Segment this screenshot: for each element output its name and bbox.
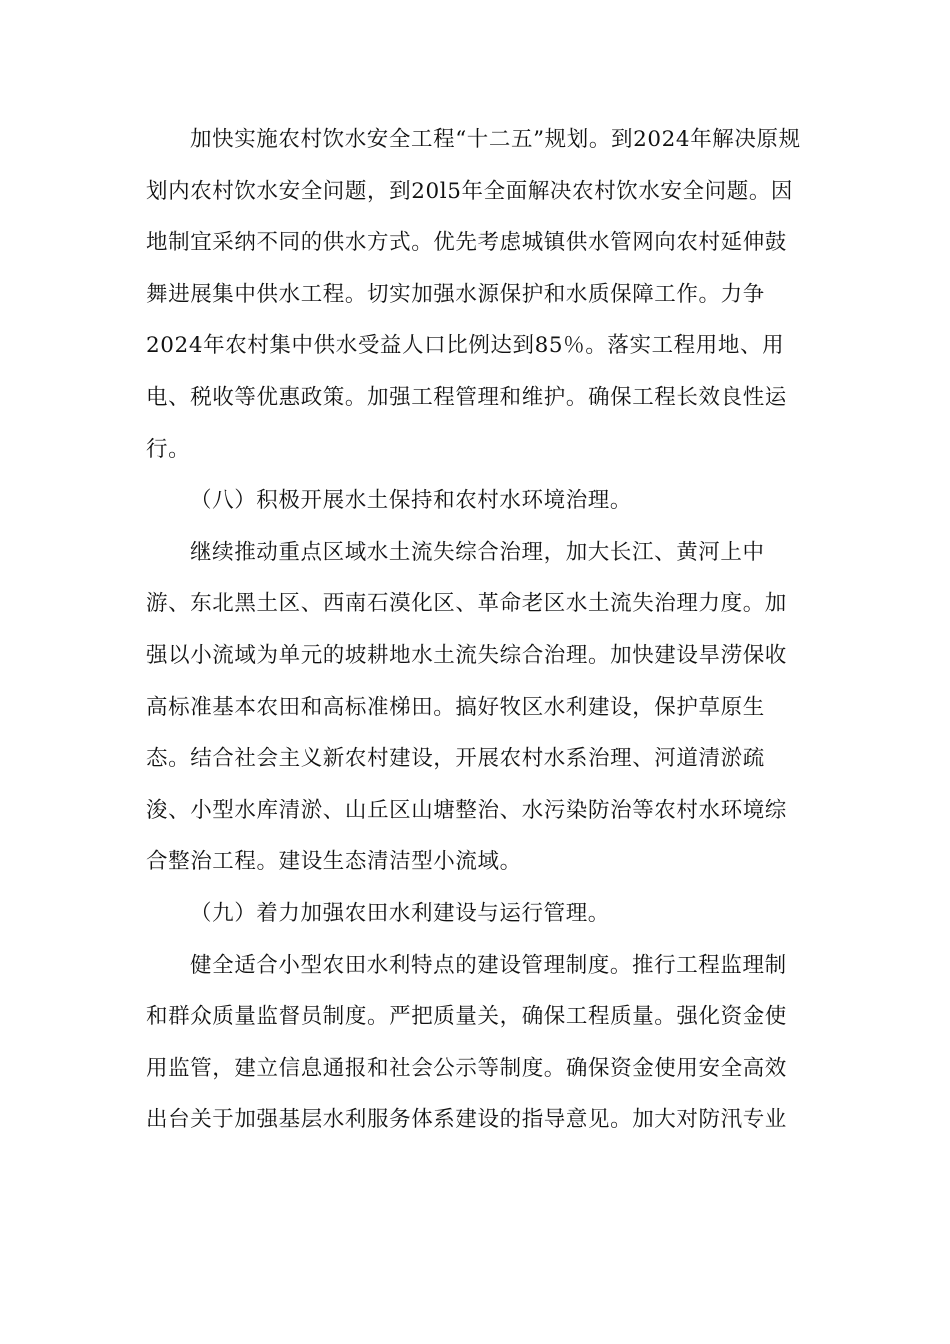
- text-line: 游、东北黑土区、西南石漠化区、革命老区水土流失治理力度。加: [146, 591, 787, 617]
- text-line: 电、税收等优惠政策。加强工程管理和维护。确保工程长效良性运: [146, 384, 787, 410]
- text-line: 2024年农村集中供水受益人口比例达到85％。落实工程用地、用: [146, 333, 785, 359]
- text-line: 划内农村饮水安全问题，到20l5年全面解决农村饮水安全问题。因: [146, 178, 794, 204]
- text-line: 继续推动重点区域水土流失综合治理，加大长江、黄河上中: [190, 539, 765, 565]
- paragraph-farmland-management: [146, 940, 802, 1146]
- heading-text: （八）积极开展水土保持和农村水环境治理。: [190, 488, 633, 514]
- text-line: 态。结合社会主义新农村建设，开展农村水系治理、河道清淤疏: [146, 746, 765, 772]
- text-line: 舞进展集中供水工程。切实加强水源保护和水质保障工作。力争: [146, 281, 765, 307]
- text-line: 高标准基本农田和高标准梯田。搞好牧区水利建设，保护草原生: [146, 694, 765, 720]
- section-heading-nine: [146, 888, 802, 940]
- text-line: 地制宜采纳不同的供水方式。优先考虑城镇供水管网向农村延伸鼓: [146, 230, 787, 256]
- heading-text: （九）着力加强农田水利建设与运行管理。: [190, 900, 610, 926]
- text-line: 强以小流域为单元的坡耕地水土流失综合治理。加快建设旱涝保收: [146, 642, 787, 668]
- text-line: 出台关于加强基层水利服务体系建设的指导意见。加大对防汛专业: [146, 1107, 787, 1133]
- text-line: 健全适合小型农田水利特点的建设管理制度。推行工程监理制: [190, 952, 787, 978]
- text-line: 浚、小型水库清淤、山丘区山塘整治、水污染防治等农村水环境综: [146, 797, 787, 823]
- text-line: 和群众质量监督员制度。严把质量关，确保工程质量。强化资金使: [146, 1004, 787, 1030]
- section-heading-eight: [146, 475, 802, 527]
- text-line: 加快实施农村饮水安全工程“十二五”规划。到2024年解决原规: [190, 127, 801, 152]
- document-body: [146, 114, 802, 1146]
- text-line: 用监管，建立信息通报和社会公示等制度。确保资金使用安全高效: [146, 1055, 787, 1081]
- text-line: 行。: [146, 436, 191, 462]
- text-line: 合整治工程。建设生态清洁型小流域。: [146, 849, 522, 875]
- paragraph-soil-conservation: [146, 527, 802, 888]
- paragraph-rural-drinking-water: [146, 114, 802, 475]
